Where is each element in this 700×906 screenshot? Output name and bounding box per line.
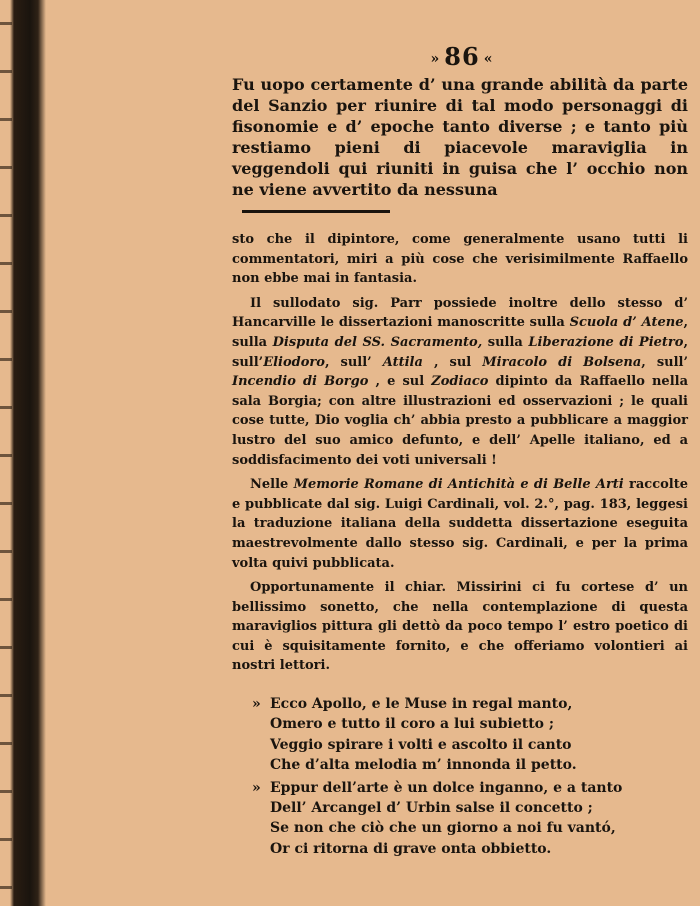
poem-line: Che d’alta melodia m’ innonda il petto.: [270, 757, 577, 774]
title-disputa: Disputa del SS. Sacramento,: [272, 334, 483, 350]
page-number: [412, 42, 512, 71]
note2-text: sulla: [482, 334, 529, 350]
main-text-paragraph: Fu uopo certamente d’ una grande abilità da parte del Sanzio per riunire di tal modo personaggi di fisonomie e d’ epoche tanto diverse ; e tanto più restiamo pieni di piacevole maraviglia in veggendoli qui riuniti in guisa che l’ occhio non ne viene avvertito da nessuna: [232, 75, 688, 199]
note2-text: , e sul: [368, 374, 432, 390]
poem-line: Dell’ Arcangel d’ Urbin salse il concetto ;: [270, 800, 593, 817]
note-paragraph-4: Opportunamente il chiar. Missirini ci fu cortese d’ un bellissimo sonetto, che nella contemplazione di questa maraviglios pittura gli dettò da poco tempo l’ estro poetico di cui è squisitamente fornito, e che offeriamo volontieri ai nostri lettori.: [232, 580, 688, 674]
title-attila: Attila: [382, 354, 423, 370]
poem-line: Omero e tutto il coro a lui subietto ;: [270, 716, 555, 733]
ornament-right-icon: «: [483, 50, 494, 67]
poem-line: [252, 694, 682, 714]
sonnet: [252, 694, 682, 861]
ornament-left-icon: »: [430, 50, 441, 67]
title-eliodoro: Eliodoro: [263, 354, 325, 370]
note2-text: , sull’: [232, 334, 688, 370]
footnote-rule: [242, 210, 390, 213]
note2-text: , sul: [422, 354, 483, 370]
page-number-value: 86: [444, 42, 480, 71]
note2-text: dipinto da Raffaello nella sala Borgia; con altre illustrazioni ed osservazioni ; le quali cose tutte, Dio voglia ch’ abbia presto a pubblicare a maggior lustro del suo amico defunto, e dell’ Apelle italiano, ed a soddisfacimento dei voti universali !: [232, 374, 688, 468]
quote-mark: »: [252, 696, 261, 712]
note-paragraph-1: sto che il dipintore, come generalmente usano tutti li commentatori, miri a più cose che verisimilmente Raffaello non ebbe mai in fantasia.: [232, 232, 688, 287]
sonnet-stanza-2: [252, 778, 682, 860]
footnotes: [232, 230, 688, 676]
title-liberazione-pietro: Liberazione di Pietro: [528, 334, 684, 350]
note2-text: , sull’: [641, 354, 688, 370]
poem-line-text: Eppur dell’arte è un dolce inganno, e a tanto: [270, 779, 623, 796]
note2-text: Il sullodato sig. Parr possiede inoltre dello stesso d’ Hancarville le dissertazioni manoscritte sulla: [232, 295, 688, 331]
poem-line: Veggio spirare i volti e ascolto il canto: [270, 736, 572, 753]
poem-line-text: Ecco Apollo, e le Muse in regal manto,: [270, 696, 573, 712]
book-binding-edge: [0, 0, 46, 906]
title-scuola-atene: Scuola d’ Atene: [569, 315, 684, 331]
note2-text: , sulla: [232, 315, 688, 350]
title-incendio-borgo: Incendio di Borgo: [232, 374, 369, 390]
sonnet-stanza-1: [252, 694, 682, 776]
note3-text: raccolte e pubblicate dal sig. Luigi Cardinali, vol. 2.°, pag. 183, leggesi la traduzione italiana della suddetta dissertazione eseguita maestrevolmente dallo stesso sig. Cardinali, e per la prima volta quivi pubblicata.: [232, 477, 688, 571]
quote-mark: »: [252, 779, 261, 796]
note2-text: , sull’: [324, 354, 383, 370]
poem-line: Se non che ciò che un giorno a noi fu vantó,: [270, 820, 616, 837]
note3-text: Nelle: [250, 477, 294, 493]
note-paragraph-2: [232, 294, 688, 470]
title-miracolo-bolsena: Miracolo di Bolsena: [482, 354, 642, 370]
poem-line: Or ci ritorna di grave onta obbietto.: [270, 840, 552, 857]
title-memorie-romane: Memorie Romane di Antichità e di Belle Arti: [293, 477, 624, 493]
title-zodiaco: Zodiaco: [431, 374, 489, 390]
poem-line: [252, 778, 682, 798]
note-paragraph-3: [232, 475, 688, 573]
